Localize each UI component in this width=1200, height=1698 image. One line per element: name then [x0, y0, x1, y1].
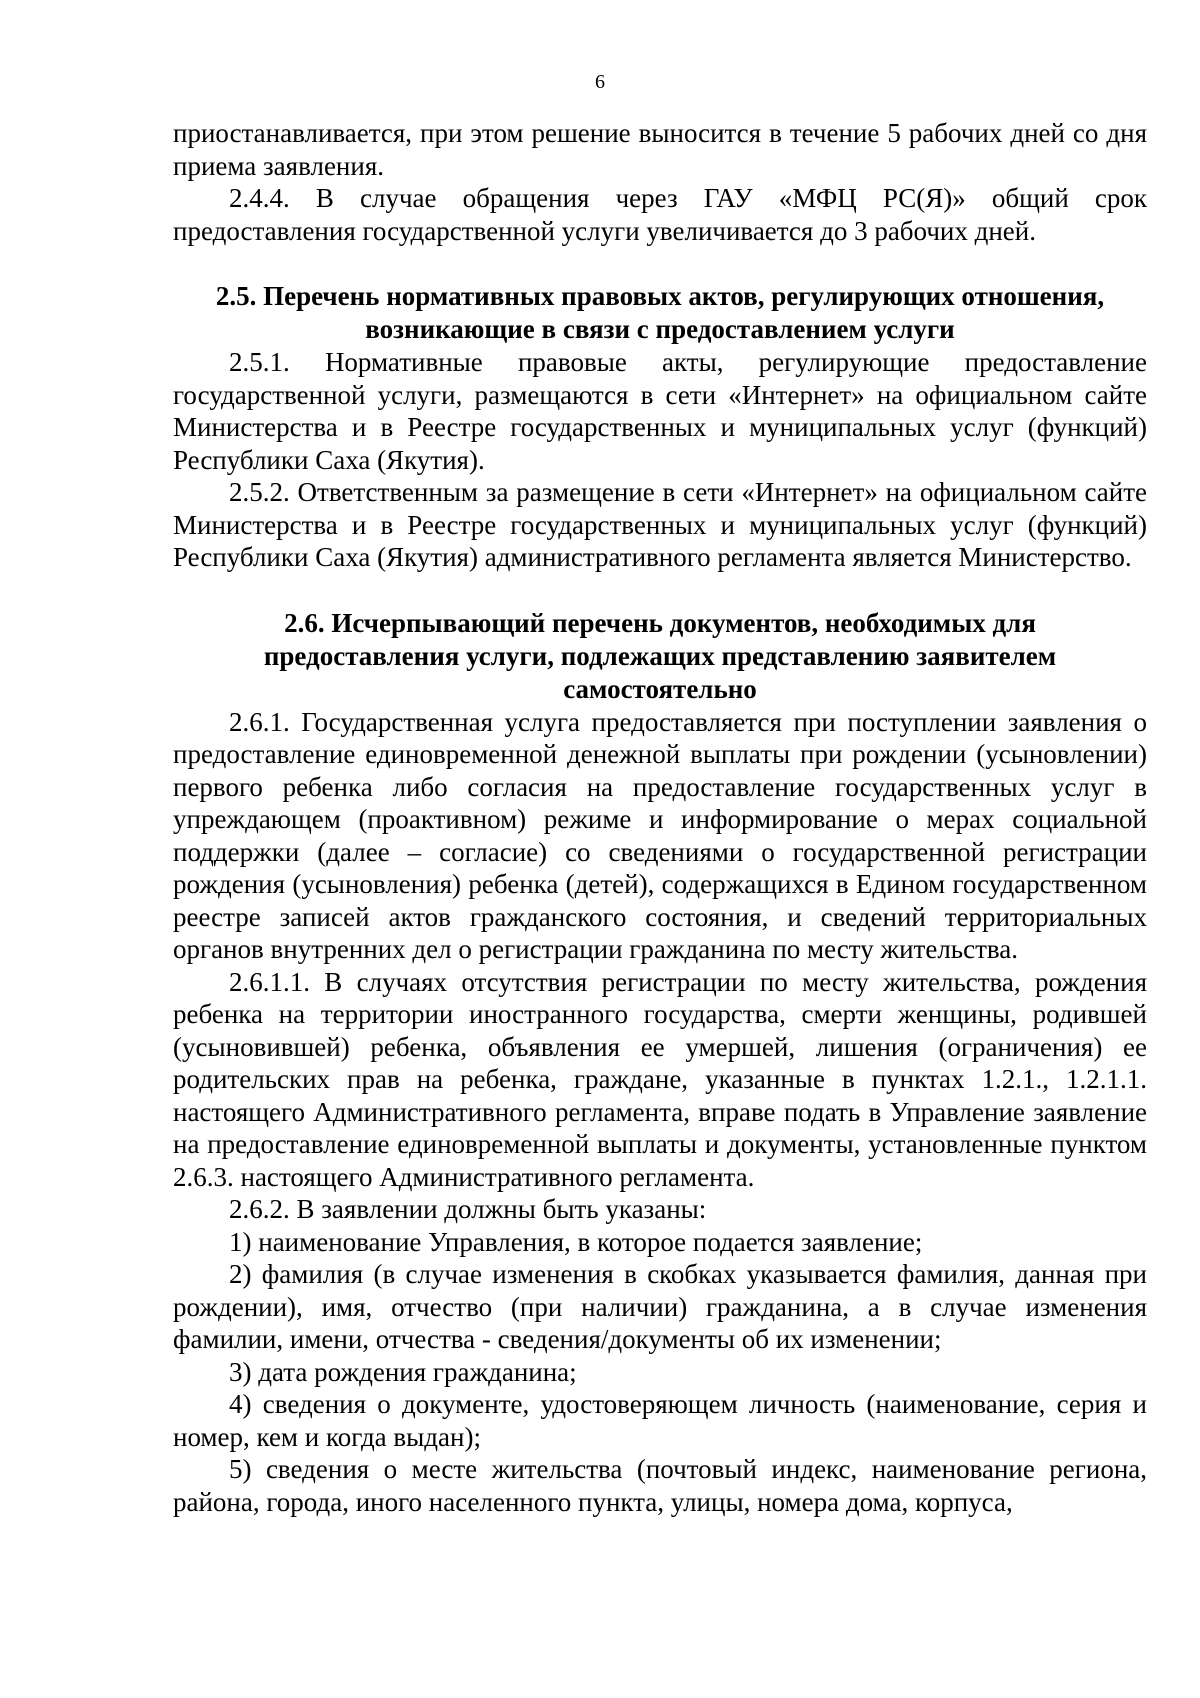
paragraph-continuation: приостанавливается, при этом решение выносится в течение 5 рабочих дней со дня приема заявления.: [173, 118, 1147, 181]
heading-2-5: [173, 280, 1147, 346]
heading-2-5-line-2: возникающие в связи с предоставлением услуги: [365, 314, 955, 344]
paragraph-2-6-1-1: 2.6.1.1. В случаях отсутствия регистрации по месту жительства, рождения ребенка на территории иностранного государства, смерти женщины, родившей (усыновившей) ребенка, объявления ее умершей, лишения (ограничения) ее родительских прав на ребенка, граждане, указанные в пунктах 1.2.1., 1.2.1.1. настоящего Административного регламента, вправе подать в Управление заявление на предоставление единовременной выплаты и документы, установленные пунктом 2.6.3. настоящего Административного регламента.: [173, 966, 1147, 1192]
heading-2-6: [173, 607, 1147, 706]
paragraph-2-5-2: 2.5.2. Ответственным за размещение в сети «Интернет» на официальном сайте Министерства и в Реестре государственных и муниципальных услуг (функций) Республики Саха (Якутия) административного регламента является Министерство.: [173, 477, 1147, 572]
heading-2-6-line-2: предоставления услуги, подлежащих представлению заявителем: [263, 640, 1057, 671]
paragraph-2-5-1: 2.5.1. Нормативные правовые акты, регулирующие предоставление государственной услуги, размещаются в сети «Интернет» на официальном сайте Министерства и в Реестре государственных и муниципальных услуг (функций) Республики Саха (Якутия).: [173, 347, 1147, 475]
list-item-3: 3) дата рождения гражданина;: [229, 1356, 577, 1387]
page-number: 6: [595, 71, 605, 93]
list-item-5: 5) сведения о месте жительства (почтовый индекс, наименование региона, района, города, иного населенного пункта, улицы, номера дома, корпуса,: [173, 1454, 1147, 1517]
section-gap: [173, 247, 1147, 280]
paragraph-2-6-2: 2.6.2. В заявлении должны быть указаны:: [229, 1194, 707, 1224]
paragraph-2-4-4: 2.4.4. В случае обращения через ГАУ «МФЦ РС(Я)» общий срок предоставления государственной услуги увеличивается до 3 рабочих дней.: [173, 183, 1147, 246]
section-gap: [173, 574, 1147, 607]
list-item-1: 1) наименование Управления, в которое подается заявление;: [229, 1226, 923, 1257]
heading-2-6-line-1: 2.6. Исчерпывающий перечень документов, необходимых для: [284, 607, 1036, 638]
list-item-4: 4) сведения о документе, удостоверяющем личность (наименование, серия и номер, кем и когда выдан);: [173, 1389, 1147, 1452]
heading-2-6-line-3: самостоятельно: [563, 673, 757, 704]
list-item-2: 2) фамилия (в случае изменения в скобках указывается фамилия, данная при рождении), имя, отчество (при наличии) гражданина, а в случае изменения фамилии, имени, отчества - сведения/документы об их изменении;: [173, 1259, 1147, 1354]
heading-2-5-line-1: 2.5. Перечень нормативных правовых актов, регулирующих отношения,: [215, 281, 1105, 311]
paragraph-2-6-1: 2.6.1. Государственная услуга предоставляется при поступлении заявления о предоставление единовременной денежной выплаты при рождении (усыновлении) первого ребенка либо согласия на предоставление государственных услуг в упреждающем (проактивном) режиме и информирование о мерах социальной поддержки (далее – согласие) со сведениями о государственной регистрации рождения (усыновления) ребенка (детей), содержащихся в Едином государственном реестре записей актов гражданского состояния, и сведений территориальных органов внутренних дел о регистрации гражданина по месту жительства.: [173, 706, 1147, 964]
document-body: [173, 117, 1147, 1518]
